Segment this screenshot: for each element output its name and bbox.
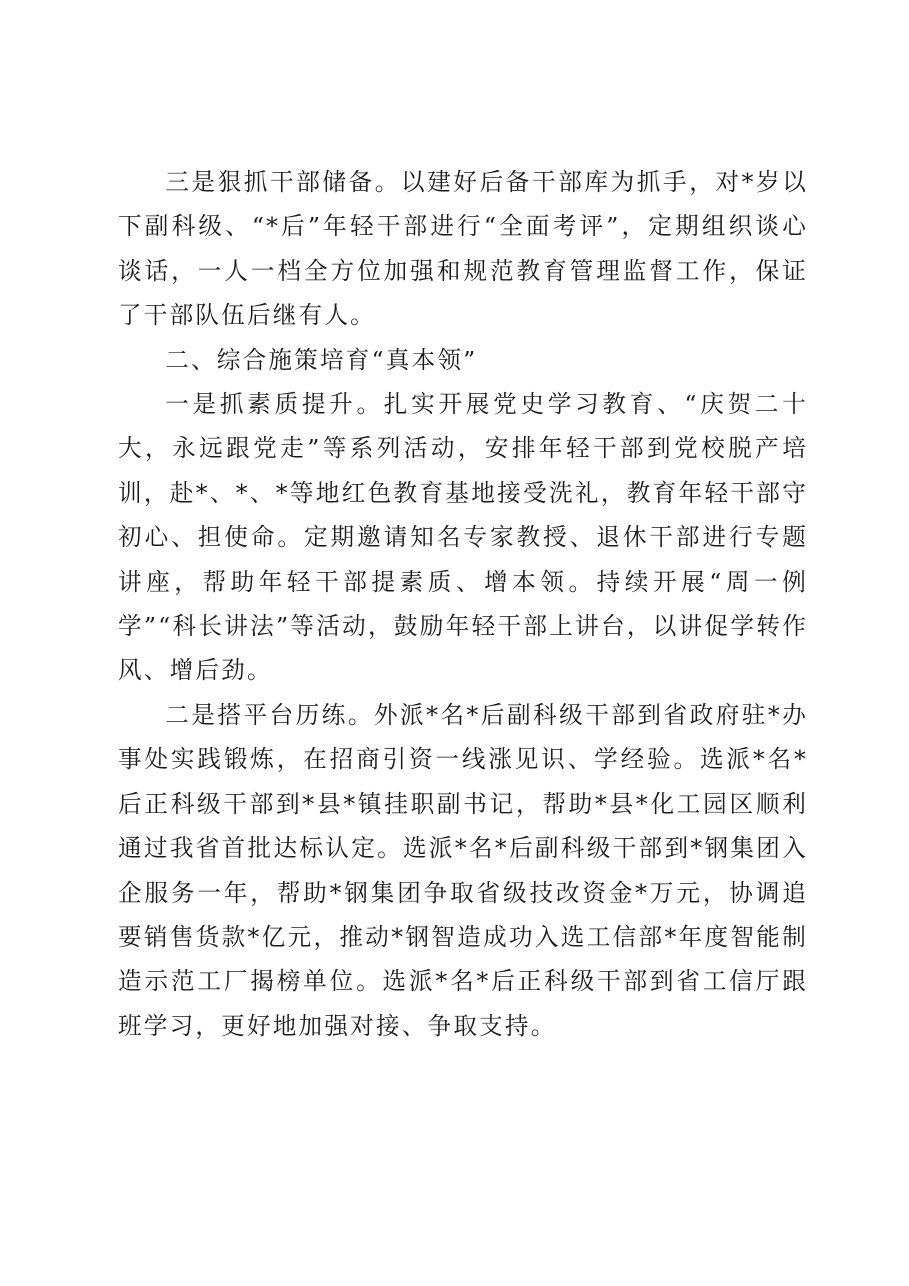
section-heading: 二、综合施策培育“真本领” (165, 345, 478, 374)
document-body (118, 160, 808, 1048)
paragraph-cadre-reserve: 三是狠抓干部储备。以建好后备干部库为抓手，对*岁以下副科级、“*后”年轻干部进行“全面考评”，定期组织谈心谈话，一人一档全方位加强和规范教育管理监督工作，保证了干部队伍后继有人。 (118, 168, 808, 330)
paragraph-platform-training: 二是搭平台历练。外派*名*后副科级干部到省政府驻*办事处实践锻炼，在招商引资一线涨见识、学经验。选派*名*后正科级干部到*县*镇挂职副书记，帮助*县*化工园区顺利通过我省首批达标认定。选派*名*后副科级干部到*钢集团入企服务一年，帮助*钢集团争取省级技改资金*万元，协调追要销售货款*亿元，推动*钢智造成功入选工信部*年度智能制造示范工厂揭榜单位。选派*名*后正科级干部到省工信厅跟班学习，更好地加强对接、争取支持。 (118, 700, 808, 1040)
paragraph-quality-improvement: 一是抓素质提升。扎实开展党史学习教育、“庆贺二十大，永远跟党走”等系列活动，安排年轻干部到党校脱产培训，赴*、*、*等地红色教育基地接受洗礼，教育年轻干部守初心、担使命。定期邀请知名专家教授、退休干部进行专题讲座，帮助年轻干部提素质、增本领。持续开展“周一例学”“科长讲法”等活动，鼓励年轻干部上讲台，以讲促学转作风、增后劲。 (118, 390, 808, 685)
